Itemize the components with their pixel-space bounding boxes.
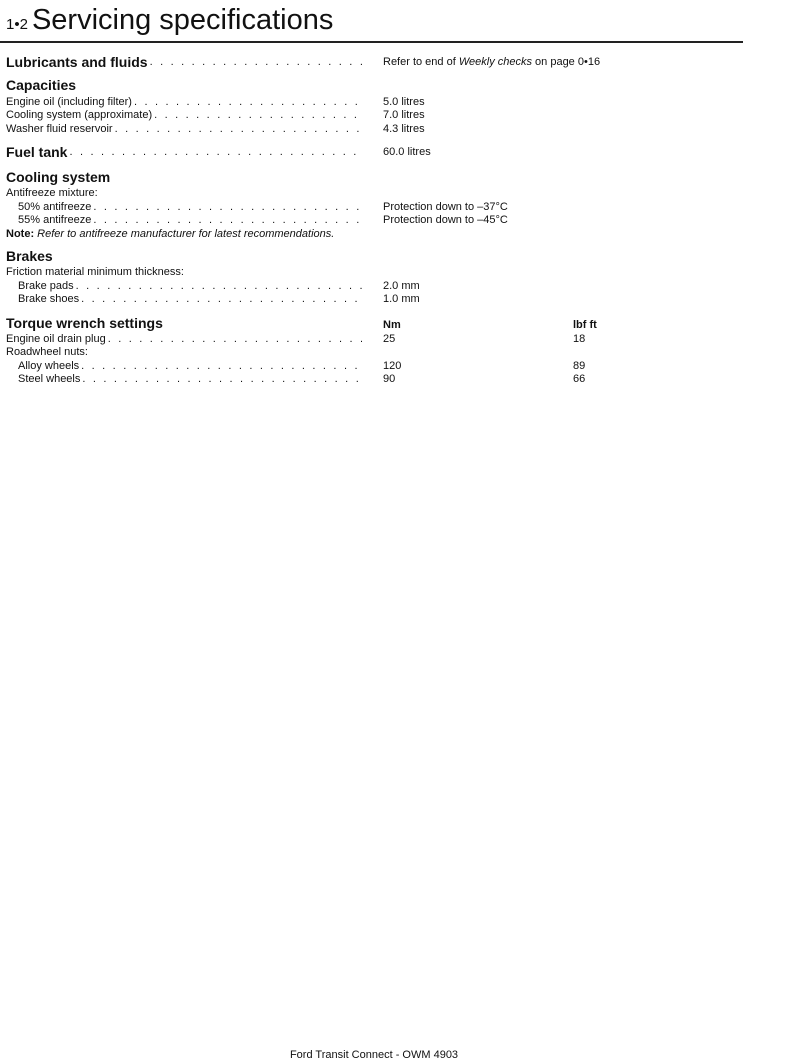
note: Note: Refer to antifreeze manufacturer for latest recommendations. (6, 228, 335, 240)
spec-row: Cooling system (approximate) . . . 7.0 litres (6, 108, 746, 122)
spec-row: 55% antifreeze . . . Protection down to –45°C (6, 213, 746, 227)
page-header (6, 4, 333, 37)
dot-leader (150, 53, 362, 71)
spec-row: Steel wheels . . . 90 66 (6, 372, 746, 386)
page-number: 1•2 (6, 16, 28, 33)
header-rule (0, 41, 743, 43)
spec-row: Engine oil drain plug . . . 25 18 (6, 332, 746, 346)
spec-row: Engine oil (including filter) . . . 5.0 litres (6, 95, 746, 109)
lubricants-row (6, 53, 746, 71)
section-heading: Brakes (6, 248, 53, 264)
spec-row: Alloy wheels . . . 120 89 (6, 359, 746, 373)
section-heading: Cooling system (6, 169, 111, 185)
spec-row: 50% antifreeze . . . Protection down to –37°C (6, 200, 746, 214)
section-heading: Capacities (6, 77, 77, 93)
section-heading: Lubricants and fluids (6, 54, 148, 70)
page-title: Servicing specifications (31, 4, 334, 36)
lubricants-value: Refer to end of Weekly checks on page 0•16 (383, 56, 601, 68)
subheading: Roadwheel nuts: (6, 346, 88, 358)
subheading: Antifreeze mixture: (6, 187, 98, 199)
spec-row: Brake pads . . . 2.0 mm (6, 279, 746, 293)
page-footer: Ford Transit Connect - OWM 4903 (289, 1049, 459, 1061)
spec-row: Washer fluid reservoir . . . 4.3 litres (6, 122, 746, 136)
fuel-tank-row: Fuel tank . . . 60.0 litres (6, 143, 746, 161)
torque-heading-row: Torque wrench settings Nm lbf ft (6, 315, 597, 331)
spec-row: Brake shoes . . . 1.0 mm (6, 292, 746, 306)
subheading: Friction material minimum thickness: (6, 266, 184, 278)
